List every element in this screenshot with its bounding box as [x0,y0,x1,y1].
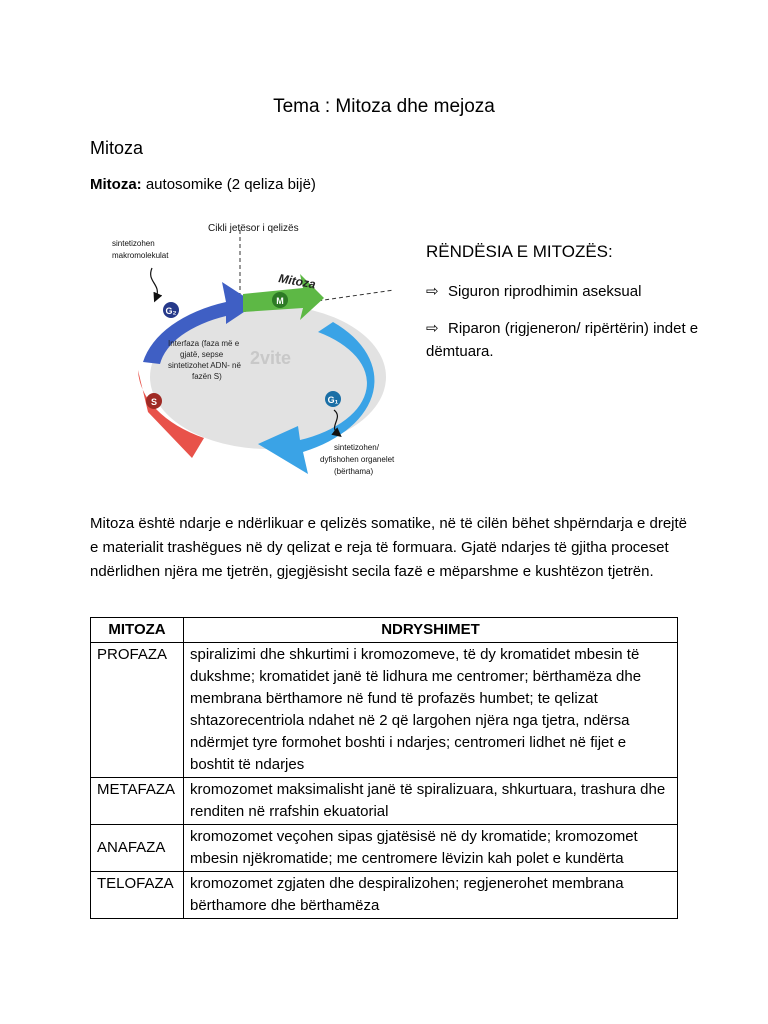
phase-changes: spiralizimi dhe shkurtimi i kromozomeve, të dy kromatidet mbesin të dukshme; kromatidet janë të lidhura me centromer; bërthamëza dhe membrana bërthamore në fund të profazës humbet; te qelizat shtazorecentriola ndahet në 2 që largohen njëra nga tjetra, ndërsa ndërmjet tyre formohet boshti i ndarjes; centromeri lidhet në fijet e boshtit të ndarjes [184,643,678,778]
phase-name: PROFAZA [91,643,184,778]
importance-item-text: Riparon (rigjeneron/ ripërtërin) indet e dëmtuara. [426,320,699,360]
phase-name: TELOFAZA [91,872,184,919]
cell-cycle-figure [108,212,418,492]
interphase-label-1: Interfaza (faza më e [168,339,240,348]
subheading-text: autosomike (2 qeliza bijë) [141,176,316,193]
cell-cycle-diagram [108,212,418,492]
macromolecules-label-1: sintetizohen [112,239,155,248]
arrow-icon: ⇨ [426,320,439,337]
mitoza-figure-label: Mitoza [277,271,317,292]
organelles-label-2: dyfishohen organelet [320,455,395,464]
table-row [91,825,678,872]
importance-title: RËNDËSIA E MITOZËS: [426,242,613,261]
importance-block [426,242,716,377]
phase-changes: kromozomet zgjaten dhe despiralizohen; regjenerohet membrana bërthamore dhe bërthamëza [184,872,678,919]
table-row [91,643,678,778]
organelles-label-1: sintetizohen/ [334,443,379,452]
subheading-bold: Mitoza: [90,176,142,193]
organelles-label-3: (bërthama) [334,467,374,476]
phase-name: ANAFAZA [91,825,184,872]
g1-phase-label: G₁ [327,395,339,405]
phase-changes: kromozomet maksimalisht janë të spiralizuara, shkurtuara, trashura dhe renditen në rrafshin ekuatorial [184,778,678,825]
cycle-title-label: Cikli jetësor i qelizës [208,223,299,234]
interphase-label-3: sintetizohet ADN- në [168,361,241,370]
macromolecules-arrow [151,268,158,298]
subheading [90,176,316,193]
table-header-row [91,618,678,643]
importance-item-text: Siguron riprodhimin aseksual [448,283,642,300]
phase-changes: kromozomet veçohen sipas gjatësisë në dy kromatide; kromozomet mbesin njëkromatide; me centromere lëvizin kah polet e kundërta [184,825,678,872]
macromolecules-label-2: makromolekulat [112,251,169,260]
table-row [91,872,678,919]
section-heading: Mitoza [90,138,144,158]
g2-phase-label: G₂ [165,306,177,316]
mitosis-paragraph: Mitoza është ndarje e ndërlikuar e qelizës somatike, në të cilën bëhet shpërndarja e drejtë e materialit trashëgues në dy qelizat e reja të formuara. Gjatë ndarjes të gjitha proceset ndërlidhen njëra me tjetrën, gjegjësisht secila fazë e mëparshme e kushtëzon tjetrën. [90,515,688,580]
interphase-label-4: fazën S) [192,372,222,381]
s-phase-label: S [150,397,158,407]
mitosis-phases-table [90,617,678,919]
m-phase-label: M [276,296,284,306]
table-row [91,778,678,825]
watermark: 2vite [250,348,292,368]
table-header: NDRYSHIMET [184,618,678,643]
importance-item [426,280,716,303]
page-title: Tema : Mitoza dhe mejoza [273,96,495,117]
interphase-label-2: gjatë, sepse [180,350,224,359]
table-header: MITOZA [91,618,184,643]
importance-item [426,317,716,363]
arrow-icon: ⇨ [426,283,439,300]
phase-name: METAFAZA [91,778,184,825]
